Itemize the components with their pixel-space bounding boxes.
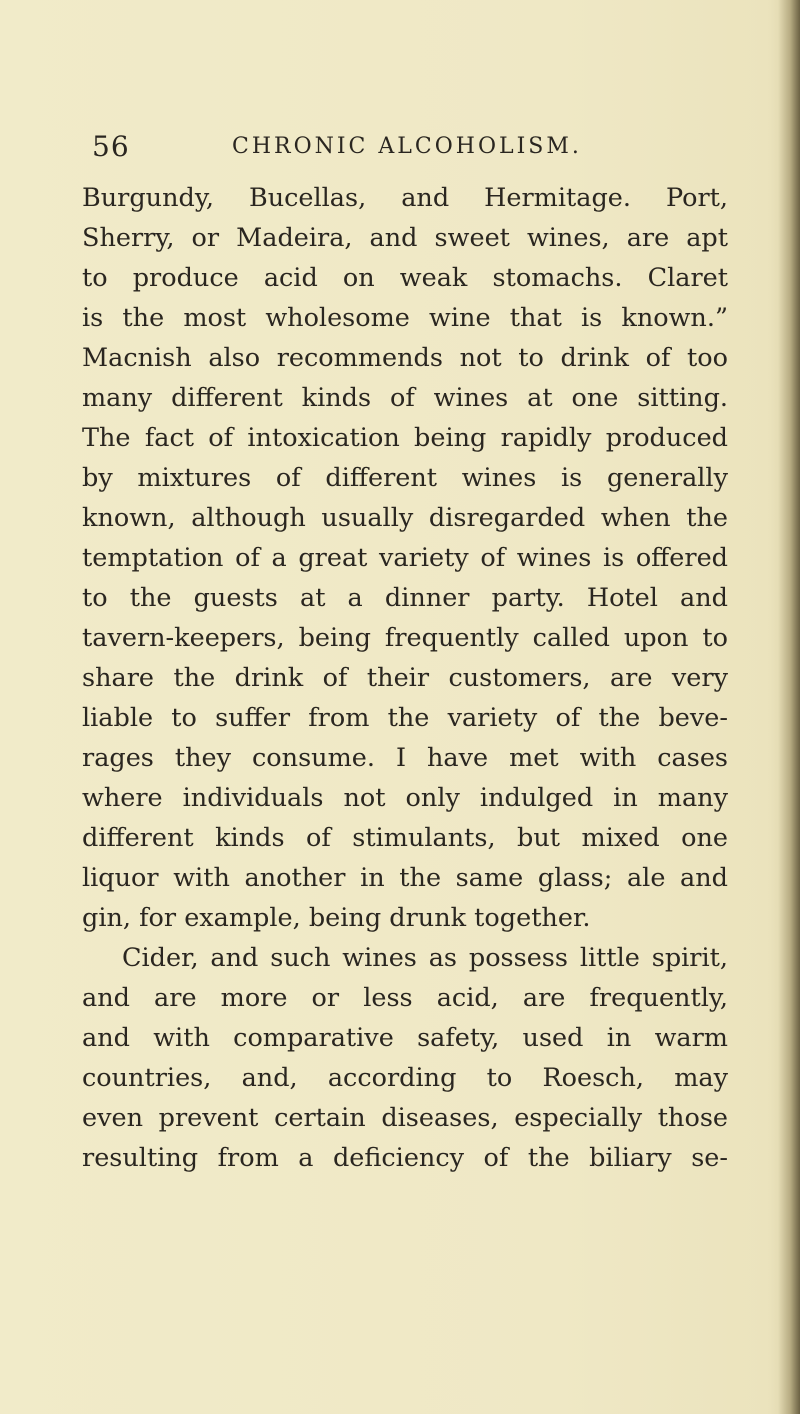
text-line: liquor with another in the same glass; ale and [82, 863, 728, 893]
text-line: rages they consume. I have met with cases [82, 743, 728, 773]
text-line: known, although usually disregarded when the [82, 503, 728, 533]
text-line: Cider, and such wines as possess little spirit, [122, 943, 728, 973]
text-line: The fact of intoxication being rapidly produced [82, 423, 728, 453]
text-line: countries, and, according to Roesch, may [82, 1063, 728, 1093]
text-line: liable to suffer from the variety of the beve- [82, 703, 728, 733]
body-text [82, 178, 728, 1178]
text-line: temptation of a great variety of wines is offered [82, 543, 728, 573]
text-line: share the drink of their customers, are very [82, 663, 728, 693]
text-line: Macnish also recommends not to drink of too [82, 343, 728, 373]
page-number: 56 [92, 130, 130, 163]
text-line: Sherry, or Madeira, and sweet wines, are apt [82, 223, 728, 253]
text-line: tavern-keepers, being frequently called upon to [82, 623, 728, 653]
text-line: many different kinds of wines at one sitting. [82, 383, 728, 413]
text-line: to produce acid on weak stomachs. Claret [82, 263, 728, 293]
running-title: CHRONIC ALCOHOLISM. [232, 134, 582, 159]
text-line: where individuals not only indulged in many [82, 783, 728, 813]
text-line: and are more or less acid, are frequently, [82, 983, 728, 1013]
text-line: different kinds of stimulants, but mixed one [82, 823, 728, 853]
text-line: is the most wholesome wine that is known.” [82, 303, 728, 333]
text-line: resulting from a deficiency of the biliary se- [82, 1143, 728, 1173]
page-header [92, 128, 742, 168]
page-edge-shadow [778, 0, 800, 1414]
text-line: Burgundy, Bucellas, and Hermitage. Port, [82, 183, 728, 213]
text-line: to the guests at a dinner party. Hotel and [82, 583, 728, 613]
text-line: gin, for example, being drunk together. [82, 903, 591, 933]
text-line: and with comparative safety, used in warm [82, 1023, 728, 1053]
text-line: even prevent certain diseases, especially those [82, 1103, 728, 1133]
text-line: by mixtures of different wines is generally [82, 463, 728, 493]
